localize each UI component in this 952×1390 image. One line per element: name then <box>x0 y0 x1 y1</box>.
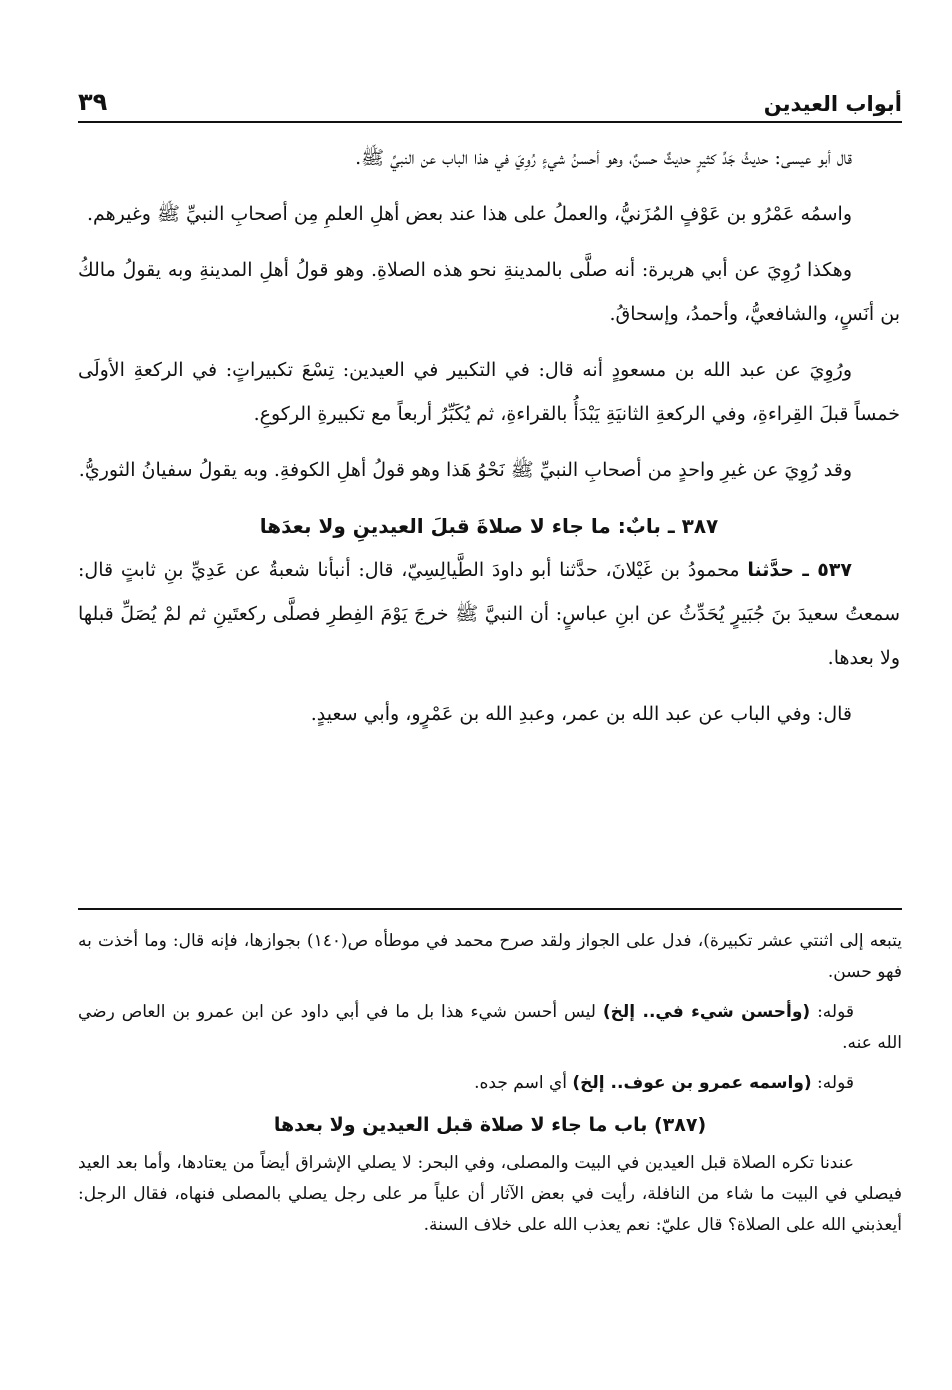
section-heading: ٣٨٧ ـ بابٌ: ما جاء لا صلاةَ قبلَ العيدينِ ولا بعدَها <box>259 514 719 538</box>
footnote-paragraph <box>78 1068 902 1099</box>
running-header <box>78 72 902 116</box>
header-divider <box>78 121 902 123</box>
footnote-divider <box>78 908 902 910</box>
hadith-text: محمودُ بن غَيْلانَ، حدَّثنا أبو داودَ الطَّيالِسِيّ، قال: أنبأنا شعبةُ عن عَدِيِّ بنِ ثابتٍ قال: سمعتُ سعيدَ بنَ جُبَيرٍ يُحَدِّثُ عن ابنِ عباسٍ: أن النبيَّ ﷺ خرجَ يَوْمَ الفِطرِ فصلَّى ركعتَينِ ثم لمْ يُصَلِّ قبلها ولا بعدها. <box>78 559 900 669</box>
footnote-text: أي اسم جده. <box>474 1073 573 1093</box>
page-number: ٣٩ <box>78 88 108 116</box>
paragraph: وقد رُوِيَ عن غيرِ واحدٍ من أصحابِ النبيِّ ﷺ نَحْوُ هَذا وهو قولُ أهلِ الكوفةِ. وبه يقولُ سفيانُ الثوريُّ. <box>78 459 852 481</box>
footnote-quote: (وأحسن شيء في.. إلخ) <box>602 1002 811 1022</box>
footnote-paragraph: يتبعه إلى اثنتي عشر تكبيرة)، فدل على الجواز ولقد صرح محمد في موطأه ص(١٤٠) بجوازها، فإنه قال: وما أخذت به فهو حسن. <box>78 931 903 982</box>
footnote-quote: (واسمه عمرو بن عوف.. إلخ) <box>572 1073 812 1093</box>
chapter-title: أبواب العيدين <box>763 92 902 116</box>
hadith-paragraph <box>78 548 900 680</box>
footnote-paragraph <box>78 997 902 1059</box>
main-text <box>78 136 900 748</box>
paragraph: قال: وفي الباب عن عبد الله بن عمر، وعبدِ الله بن عَمْرٍو، وأبي سعيدٍ. <box>310 703 852 725</box>
footnote-heading: (٣٨٧) باب ما جاء لا صلاة قبل العيدين ولا بعدها <box>273 1114 707 1136</box>
footnotes <box>78 926 902 1250</box>
footnote-text: ليس أحسن شيء هذا بل ما في أبي داود عن ابن عمرو بن العاص رضي الله عنه. <box>78 1002 902 1053</box>
footnote-paragraph: عندنا تكره الصلاة قبل العيدين في البيت والمصلى، وفي البحر: لا يصلي الإشراق أيضاً من يعتادها، وأما بعد العيد فيصلي في البيت ما شاء من النافلة، رأيت في بعض الآثار أن علياً مر على رجل يصلي بالمصلى فنهاه، فقال الرجل: أيعذبني الله على الصلاة؟ قال عليّ: نعم يعذب الله على خلاف السنة. <box>78 1153 902 1235</box>
paragraph: ورُوِيَ عن عبد الله بن مسعودٍ أنه قال: في التكبير في العيدين: تِسْعَ تكبيراتٍ: في الركعةِ الأولَى خمساً قبلَ القِراءةِ، وفي الركعةِ الثانيَةِ يَبْدَأُ بالقراءةِ، ثم يُكَبِّرُ أربعاً مع تكبيرةِ الركوعِ. <box>78 359 900 425</box>
paragraph: وهكذا رُوِيَ عن أبي هريرة: أنه صلَّى بالمدينةِ نحو هذه الصلاةِ. وهو قولُ أهلِ المدينةِ وبه يقولُ مالكُ بن أنَسٍ، والشافعيُّ، وأحمدُ، وإسحاقُ. <box>78 259 900 325</box>
hadith-number: ٥٣٧ ـ حدَّثنا <box>747 559 852 581</box>
footnote-prefix: قوله: <box>810 1002 855 1022</box>
paragraph: واسمُه عَمْرُو بن عَوْفٍ المُزَنيُّ، والعملُ على هذا عند بعض أهلِ العلمِ مِن أصحابِ النبيِّ ﷺ وغيرهم. <box>86 203 852 225</box>
footnote-prefix: قوله: <box>811 1073 854 1093</box>
paragraph: قال أبو عيسى: حديثُ جَدِّ كثيرٍ حديثٌ حسنٌ، وهو أحسنُ شيءٍ رُوِيَ في هذا الباب عن النبيِّ ﷺ. <box>355 147 852 169</box>
